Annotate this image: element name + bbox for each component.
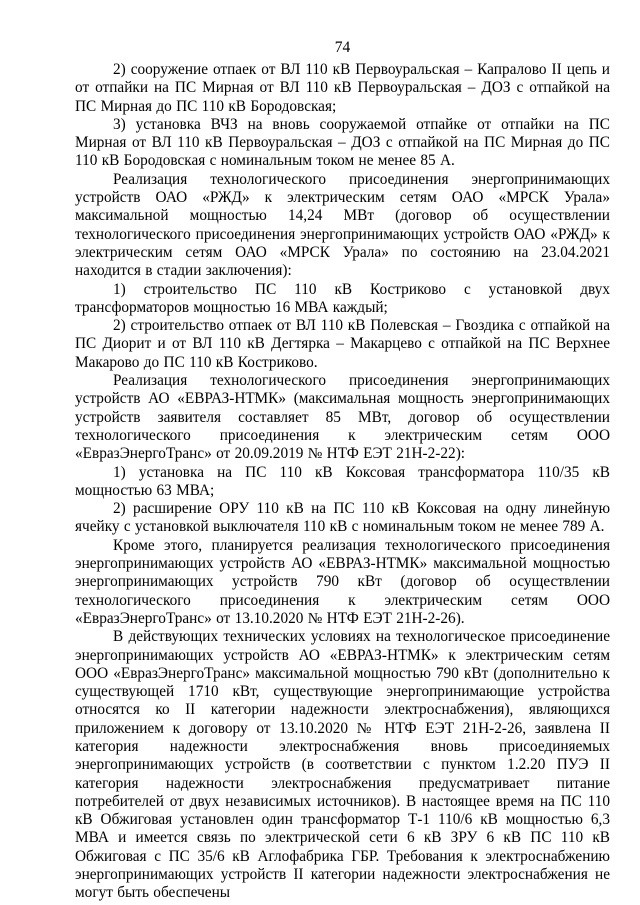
paragraph: 2) сооружение отпаек от ВЛ 110 кВ Первоуральская – Капралово II цепь и от отпайки на ПС Мирная от ВЛ 110 кВ Первоуральская – ДОЗ с отпайкой на ПС Мирная до ПС 110 кВ Бородовская; [75, 61, 610, 115]
paragraph: 1) установка на ПС 110 кВ Коксовая трансформатора 110/35 кВ мощностью 63 МВА; [75, 463, 610, 499]
paragraph: В действующих технических условиях на технологическое присоединение энергопринимающих устройств АО «ЕВРАЗ-НТМК» к электрическим сетям ООО «ЕвразЭнергоТранс» максимальной мощностью 790 кВт (дополнительно к существующей 1710 кВт, существующие энергопринимающие устройства относятся ко II категории надежности электроснабжения), являющихся приложением к договору от 13.10.2020 № НТФ ЕЭТ 21Н-2-26, заявлена II категория надежности электроснабжения вновь присоединяемых энергопринимающих устройств (в соответствии с пунктом 1.2.20 ПУЭ II категория надежности электроснабжения предусматривает питание потребителей от двух независимых источников). В настоящее время на ПС 110 кВ Обжиговая установлен один трансформатор Т-1 110/6 кВ мощностью 6,3 МВА и имеется связь по электрической сети 6 кВ ЗРУ 6 кВ ПС 110 кВ Обжиговая с ПС 35/6 кВ Аглофабрика ГБР. Требования к электроснабжению энергопринимающих устройств II категории надежности электроснабжения не могут быть обеспечены [75, 628, 610, 902]
paragraph: 2) строительство отпаек от ВЛ 110 кВ Полевская – Гвоздика с отпайкой на ПС Диорит и от ВЛ 110 кВ Дегтярка – Макарцево с отпайкой на ПС Верхнее Макарово до ПС 110 кВ Костриково. [75, 317, 610, 371]
paragraph: Реализация технологического присоединения энергопринимающих устройств АО «ЕВРАЗ-НТМК» (максимальная мощность энергопринимающих устройств заявителя составляет 85 МВт, договор об осуществлении технологического присоединения к электрическим сетям ООО «ЕвразЭнергоТранс» от 20.09.2019 № НТФ ЕЭТ 21Н-2-22): [75, 372, 610, 463]
paragraph: 3) установка ВЧЗ на вновь сооружаемой отпайке от отпайки на ПС Мирная от ВЛ 110 кВ Первоуральская – ДОЗ с отпайкой на ПС Мирная до ПС 110 кВ Бородовская с номинальным током не менее 85 А. [75, 115, 610, 170]
paragraph: Реализация технологического присоединения энергопринимающих устройств ОАО «РЖД» к электрическим сетям ОАО «МРСК Урала» максимальной мощностью 14,24 МВт (договор об осуществлении технологического присоединения энергопринимающих устройств ОАО «РЖД» к электрическим сетям ОАО «МРСК Урала» по состоянию на 23.04.2021 находится в стадии заключения): [75, 170, 610, 280]
paragraph: Кроме этого, планируется реализация технологического присоединения энергопринимающих устройств АО «ЕВРАЗ-НТМК» максимальной мощностью энергопринимающих устройств 790 кВт (договор об осуществлении технологического присоединения к электрическим сетям ООО «ЕвразЭнергоТранс» от 13.10.2020 № НТФ ЕЭТ 21Н-2-26). [75, 536, 610, 627]
paragraph: 2) расширение ОРУ 110 кВ на ПС 110 кВ Коксовая на одну линейную ячейку с установкой выключателя 110 кВ с номинальным током не менее 789 А. [75, 500, 610, 536]
document-body [75, 61, 610, 903]
paragraph: 1) строительство ПС 110 кВ Костриково с установкой двух трансформаторов мощностью 16 МВА каждый; [75, 280, 610, 316]
page-number: 74 [334, 39, 351, 56]
